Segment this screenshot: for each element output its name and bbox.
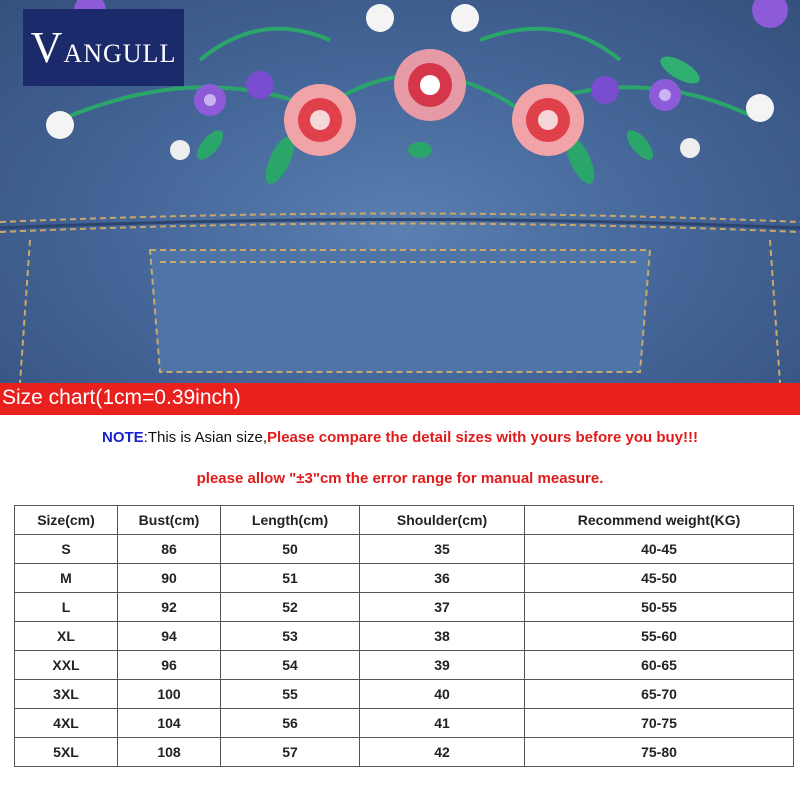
- table-cell: 55: [221, 680, 360, 709]
- table-row: [15, 651, 794, 680]
- table-cell: 38: [360, 622, 525, 651]
- table-cell: 108: [118, 738, 221, 767]
- brand-logo: [23, 9, 184, 86]
- brand-logo-text: VANGULL: [30, 23, 177, 72]
- table-cell: 86: [118, 535, 221, 564]
- table-cell: M: [15, 564, 118, 593]
- table-row: [15, 709, 794, 738]
- table-cell: 41: [360, 709, 525, 738]
- size-table: [14, 505, 794, 767]
- table-cell: 40-45: [525, 535, 794, 564]
- table-row: [15, 535, 794, 564]
- table-cell: 35: [360, 535, 525, 564]
- column-header-size: Size(cm): [15, 506, 118, 535]
- column-header-weight: Recommend weight(KG): [525, 506, 794, 535]
- table-cell: 57: [221, 738, 360, 767]
- table-cell: 3XL: [15, 680, 118, 709]
- table-cell: 104: [118, 709, 221, 738]
- table-cell: 54: [221, 651, 360, 680]
- table-cell: 50: [221, 535, 360, 564]
- table-cell: 60-65: [525, 651, 794, 680]
- table-cell: 40: [360, 680, 525, 709]
- column-header-bust: Bust(cm): [118, 506, 221, 535]
- table-cell: 100: [118, 680, 221, 709]
- table-cell: 56: [221, 709, 360, 738]
- allowance-note: please allow "±3"cm the error range for manual measure.: [196, 470, 604, 487]
- table-cell: 75-80: [525, 738, 794, 767]
- table-row: [15, 593, 794, 622]
- denim-jacket-photo: [0, 0, 800, 383]
- table-row: [15, 564, 794, 593]
- table-header-row: [15, 506, 794, 535]
- banner-title: Size chart(1cm=0.39inch): [2, 386, 241, 409]
- table-cell: 45-50: [525, 564, 794, 593]
- column-header-length: Length(cm): [221, 506, 360, 535]
- note-line: [0, 429, 800, 446]
- table-cell: XXL: [15, 651, 118, 680]
- table-row: [15, 680, 794, 709]
- table-cell: 51: [221, 564, 360, 593]
- table-cell: XL: [15, 622, 118, 651]
- table-cell: 37: [360, 593, 525, 622]
- table-cell: 42: [360, 738, 525, 767]
- note-body: This is Asian size,: [147, 429, 268, 446]
- table-cell: L: [15, 593, 118, 622]
- table-cell: S: [15, 535, 118, 564]
- table-cell: 55-60: [525, 622, 794, 651]
- table-cell: 90: [118, 564, 221, 593]
- table-row: [15, 738, 794, 767]
- table-cell: 94: [118, 622, 221, 651]
- note-colon: :: [143, 429, 148, 446]
- note-warning: Please compare the detail sizes with yours before you buy!!!: [267, 429, 698, 446]
- note-keyword: NOTE: [101, 429, 144, 446]
- table-row: [15, 622, 794, 651]
- table-cell: 92: [118, 593, 221, 622]
- size-chart-banner: [0, 383, 800, 415]
- table-cell: 4XL: [15, 709, 118, 738]
- table-cell: 96: [118, 651, 221, 680]
- table-cell: 5XL: [15, 738, 118, 767]
- table-cell: 39: [360, 651, 525, 680]
- column-header-shoulder: Shoulder(cm): [360, 506, 525, 535]
- table-cell: 70-75: [525, 709, 794, 738]
- table-cell: 50-55: [525, 593, 794, 622]
- table-cell: 36: [360, 564, 525, 593]
- table-cell: 53: [221, 622, 360, 651]
- table-cell: 65-70: [525, 680, 794, 709]
- table-cell: 52: [221, 593, 360, 622]
